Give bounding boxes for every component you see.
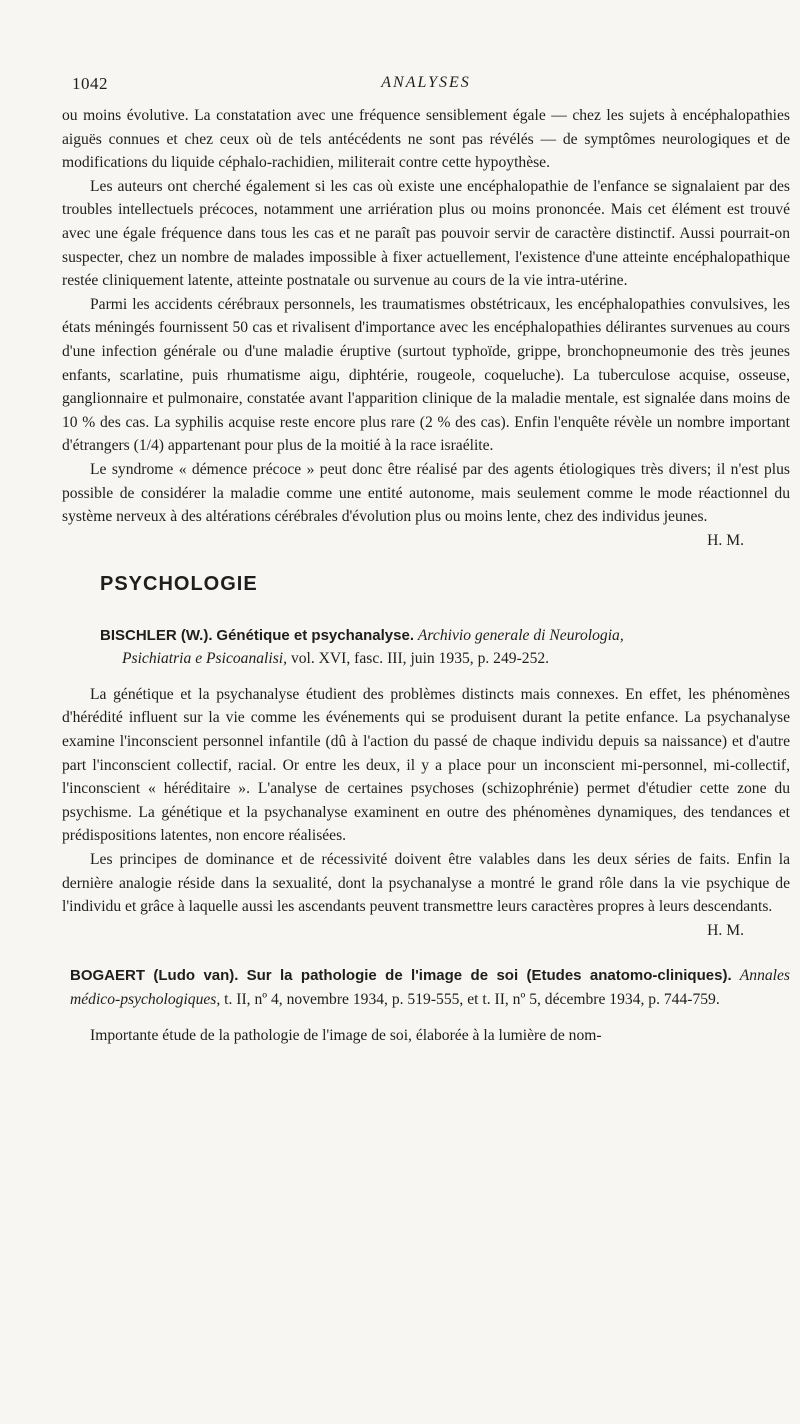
page-header xyxy=(62,66,790,94)
entry-author: BISCHLER (W.). xyxy=(100,626,213,644)
section-title: PSYCHOLOGIE xyxy=(100,572,258,595)
entry-journal: Archivio generale di Neurologia, xyxy=(417,626,624,644)
page-number: 1042 xyxy=(72,74,108,93)
intro-paragraph: Parmi les accidents cérébraux personnels, les traumatismes obstétricaux, les encéphalopathies convulsives, les états méningés fournissent 50 cas et rivalisent d'importance avec les encéphalopathies délirantes survenues au cours d'une infection générale ou d'une maladie éruptive (surtout typhoïde, grippe, bronchopneumonie des très jeunes enfants, scarlatine, puis rhumatisme aigu, diphtérie, rougeole, coqueluche). La tuberculose acquise, osseuse, ganglionnaire et pulmonaire, constatée avant l'apparition clinique de la maladie mentale, est signalée dans moins de 10 % des cas. La syphilis acquise reste encore plus rare (2 % des cas). Enfin l'enquête révèle un nombre important d'étrangers (1/4) appartenant pour plus de la moitié à la race israélite. xyxy=(62,295,790,455)
intro-signature: H. M. xyxy=(707,531,744,549)
entry-signature: H. M. xyxy=(707,921,744,939)
entry-details-continued: et t. II, nº 5, décembre 1934, p. 744-759. xyxy=(467,991,720,1008)
entry-details: t. II, nº 4, novembre 1934, p. 519-555, xyxy=(224,991,464,1008)
intro-text xyxy=(62,104,790,549)
entry-title: Génétique et psychanalyse. xyxy=(216,626,414,644)
intro-paragraph: ou moins évolutive. La constatation avec une fréquence sensiblement égale — chez les sujets à encéphalopathies aiguës connues et chez ceux où de tels antécédents ne sont pas révélés — de symptômes neurologiques et de modifications du liquide céphalo-rachidien, militerait contre cette hypoythèse. xyxy=(62,107,790,172)
entry-paragraph: Importante étude de la pathologie de l'image de soi, élaborée à la lumière de nom- xyxy=(90,1026,602,1044)
entry-journal: Annales médico-psychologiques, xyxy=(70,967,790,1008)
entry-heading xyxy=(62,964,790,1011)
entry-heading xyxy=(62,624,790,671)
entry-paragraph: La génétique et la psychanalyse étudient des problèmes distincts mais connexes. En effet, les phénomènes d'hérédité influent sur la vie comme les événements qui se produisent durant la petite enfance. La psychanalyse examine l'inconscient personnel infantile (dû à l'action du passé de chaque individu depuis sa naissance) et d'autre part l'inconscient collectif, racial. Or entre les deux, il y a place pour un inconscient mi-personnel, mi-collectif, l'inconscient « héréditaire ». L'analyse de certaines psychoses (schizophrénie) permet d'étudier cette zone du psychisme. La génétique et la psychanalyse examinent en outre des phénomènes dynamiques, des tendances et prédispositions latentes, non encore réalisées. xyxy=(62,685,790,845)
running-head: ANALYSES xyxy=(381,74,471,91)
entry-body xyxy=(62,683,790,943)
intro-paragraph xyxy=(62,458,790,549)
entry-details: vol. XVI, fasc. III, juin 1935, p. 249-252. xyxy=(290,650,550,668)
entry-journal-continued: Psichiatria e Psicoanalisi, xyxy=(122,650,288,668)
entry-title: Sur la pathologie de l'image de soi (Etudes anatomo-cliniques). xyxy=(246,967,732,985)
entry-author: BOGAERT (Ludo van). xyxy=(70,967,239,985)
intro-paragraph-text: Le syndrome « démence précoce » peut donc être réalisé par des agents étiologiques très divers; il n'est plus possible de considérer la maladie comme une entité autonome, mais seulement comme le mode réactionnel du système nerveux à des altérations cérébrales d'évolution plus ou moins lente, chez des individus jeunes. xyxy=(62,460,790,526)
intro-paragraph: Les auteurs ont cherché également si les cas où existe une encéphalopathie de l'enfance se signalaient par des troubles intellectuels précoces, notamment une arriération plus ou moins prononcée. Mais cet élément est trouvé avec une égale fréquence dans tous les cas et ne paraît pas pouvoir servir de caractère distinctif. Aussi pourrait-on suspecter, chez un nombre de malades impossible à fixer actuellement, l'existence d'une atteinte encéphalopathique restée cliniquement latente, atteinte postnatale ou survenue au cours de la vie intra-utérine. xyxy=(62,177,790,290)
entry-paragraph: Les principes de dominance et de récessivité doivent être valables dans les deux séries de faits. Enfin la dernière analogie réside dans la sexualité, dont la psychanalyse a montré le grand rôle dans la vie psychique de l'individu et grâce à laquelle aussi les ascendants peuvent transmettre leurs caractères propres à leurs descendants. xyxy=(62,851,790,916)
page xyxy=(62,66,790,1047)
